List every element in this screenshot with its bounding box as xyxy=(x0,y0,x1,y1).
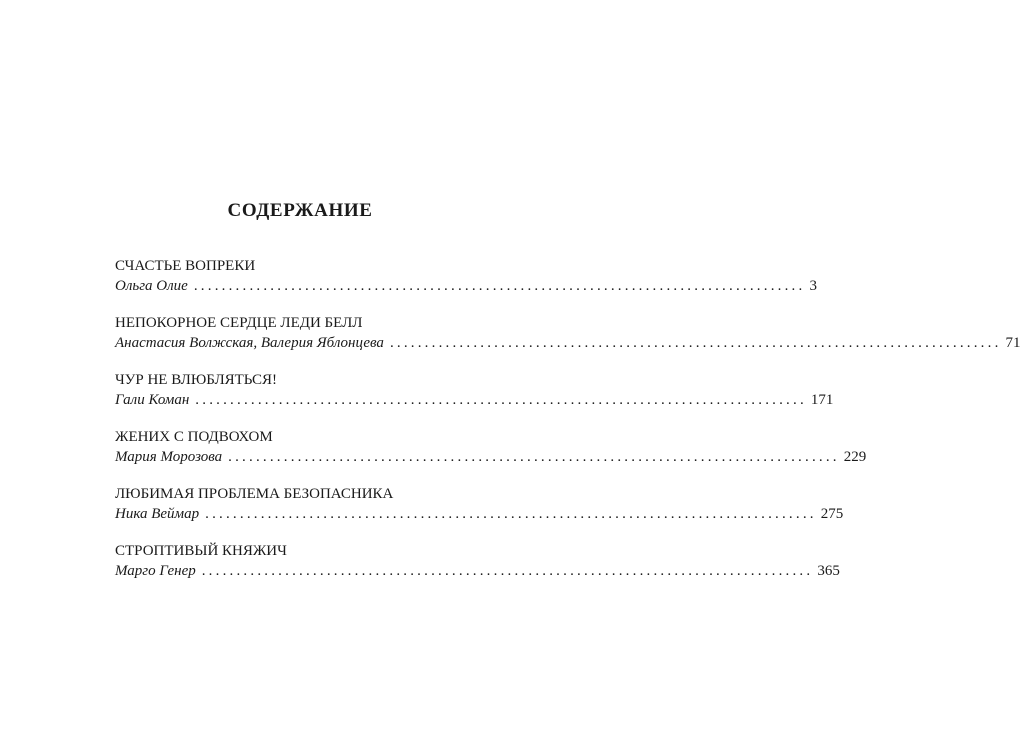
dot-leader: ........................................................................................ xyxy=(205,506,817,522)
entry-title: ЧУР НЕ ВЛЮБЛЯТЬСЯ! xyxy=(115,372,278,388)
dot-leader: ........................................................................................ xyxy=(389,335,1002,351)
entry-author: Мария Морозова xyxy=(115,449,223,465)
page-title: СОДЕРЖАНИЕ xyxy=(227,200,373,221)
entry-line xyxy=(115,276,817,296)
entry-title: СЧАСТЬЕ ВОПРЕКИ xyxy=(115,258,256,274)
dot-leader: ........................................................................................ xyxy=(201,563,814,579)
dot-leader: ........................................................................................ xyxy=(228,449,840,465)
dot-leader: ........................................................................................ xyxy=(195,392,807,408)
entry-author: Гали Коман xyxy=(115,392,190,408)
toc-entry-4 xyxy=(115,427,867,484)
entry-line xyxy=(115,390,834,410)
entry-page-number: 3 xyxy=(809,278,817,294)
entry-title: НЕПОКОРНОЕ СЕРДЦЕ ЛЕДИ БЕЛЛ xyxy=(115,315,363,331)
toc-entry-6 xyxy=(115,541,840,598)
dot-leader: ........................................................................................ xyxy=(193,278,806,294)
entry-line xyxy=(115,333,1021,353)
entry-page-number: 275 xyxy=(820,506,844,522)
entry-line xyxy=(115,561,840,581)
entry-title: ЛЮБИМАЯ ПРОБЛЕМА БЕЗОПАСНИКА xyxy=(115,486,394,502)
entry-page-number: 229 xyxy=(843,449,867,465)
entry-title: ЖЕНИХ С ПОДВОХОМ xyxy=(115,429,273,445)
toc-entry-2 xyxy=(115,313,1021,370)
table-of-contents xyxy=(115,256,1021,598)
toc-entry-5 xyxy=(115,484,844,541)
entry-author: Ника Веймар xyxy=(115,506,200,522)
entry-line xyxy=(115,504,844,524)
toc-entry-3 xyxy=(115,370,834,427)
entry-title: СТРОПТИВЫЙ КНЯЖИЧ xyxy=(115,543,287,559)
entry-page-number: 171 xyxy=(810,392,834,408)
entry-line xyxy=(115,447,867,467)
entry-author: Марго Генер xyxy=(115,563,196,579)
toc-entry-1 xyxy=(115,256,817,313)
entry-page-number: 365 xyxy=(817,563,840,579)
entry-author: Ольга Олие xyxy=(115,278,188,294)
entry-page-number: 71 xyxy=(1005,335,1021,351)
entry-author: Анастасия Волжская, Валерия Яблонцева xyxy=(115,335,384,351)
